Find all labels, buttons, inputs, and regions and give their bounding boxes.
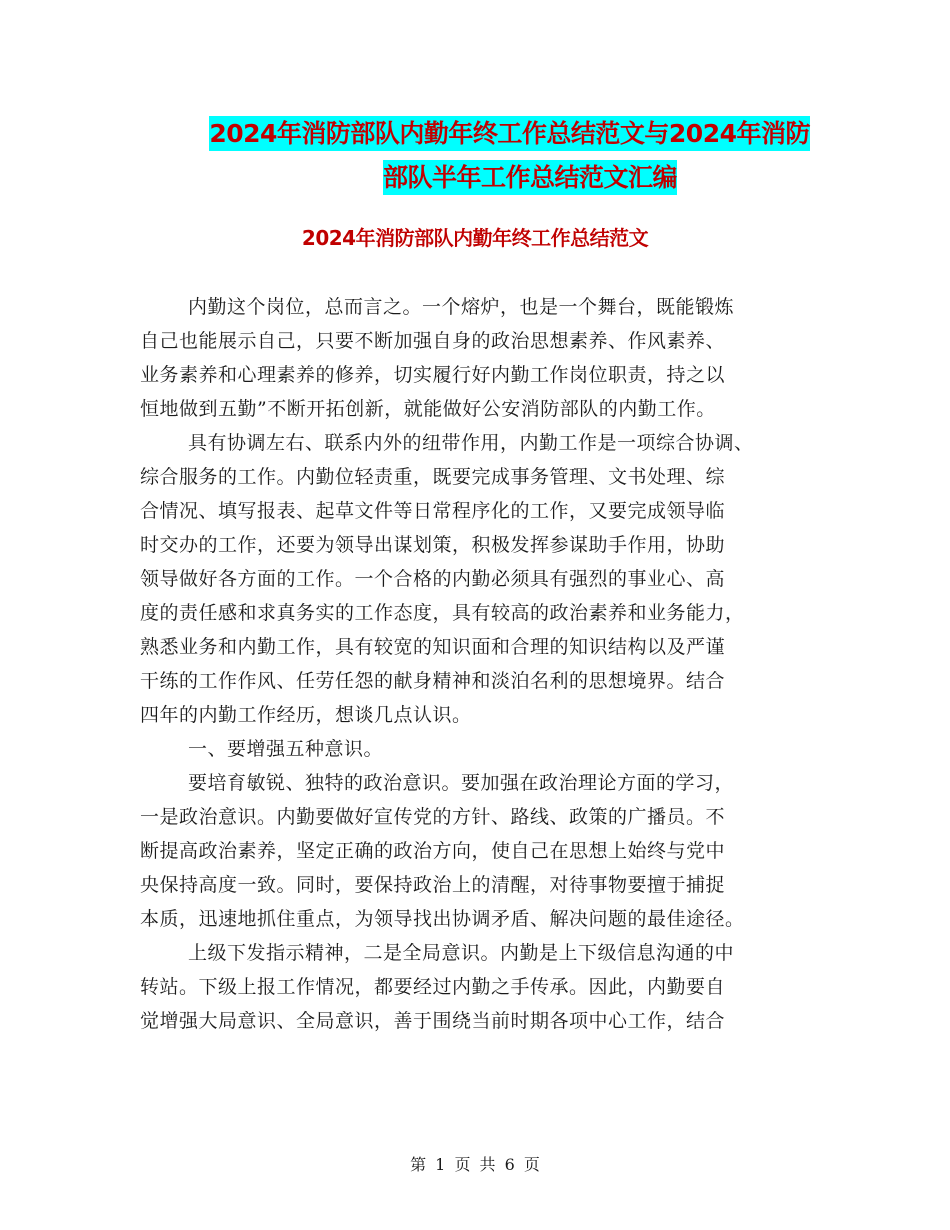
paragraph-first-line: 上级下发指示精神，二是全局意识。内勤是上下级信息沟通的中 bbox=[188, 942, 735, 964]
paragraph-line: 综合服务的工作。内勤位轻责重，既要完成事务管理、文书处理、综 bbox=[140, 466, 726, 488]
paragraph-line: 时交办的工作，还要为领导出谋划策，积极发挥参谋助手作用，协助 bbox=[140, 534, 726, 556]
paragraph-line: 熟悉业务和内勤工作，具有较宽的知识面和合理的知识结构以及严谨 bbox=[140, 636, 726, 658]
paragraph-line: 干练的工作作风、任劳任怨的献身精神和淡泊名利的思想境界。结合 bbox=[140, 670, 726, 692]
paragraph-first-line: 一、要增强五种意识。 bbox=[188, 738, 384, 760]
paragraph-line: 本质，迅速地抓住重点，为领导找出协调矛盾、解决问题的最佳途径。 bbox=[140, 908, 745, 930]
paragraph-line: 断提高政治素养，坚定正确的政治方向，使自己在思想上始终与党中 bbox=[140, 840, 726, 862]
section-title: 2024年消防部队内勤年终工作总结范文 bbox=[301, 226, 649, 250]
page-footer: 第 1 页 共 6 页 bbox=[410, 1155, 540, 1174]
paragraph-line: 恒地做到五勤”不断开拓创新，就能做好公安消防部队的内勤工作。 bbox=[140, 398, 716, 420]
paragraph-line: 自己也能展示自己，只要不断加强自身的政治思想素养、作风素养、 bbox=[140, 330, 726, 352]
title-line-1 bbox=[140, 112, 810, 156]
paragraph-first-line: 具有协调左右、联系内外的纽带作用，内勤工作是一项综合协调、 bbox=[188, 432, 754, 454]
paragraph-line: 转站。下级上报工作情况，都要经过内勤之手传承。因此，内勤要自 bbox=[140, 976, 726, 998]
title-line-2 bbox=[140, 156, 810, 200]
paragraph-line: 央保持高度一致。同时，要保持政治上的清醒，对待事物要擅于捕捉 bbox=[140, 874, 726, 896]
paragraph-line: 四年的内勤工作经历，想谈几点认识。 bbox=[140, 704, 472, 726]
paragraph-line: 合情况、填写报表、起草文件等日常程序化的工作，又要完成领导临 bbox=[140, 500, 726, 522]
title-line-1-text: 2024年消防部队内勤年终工作总结范文与2024年消防 bbox=[209, 116, 810, 151]
document-title bbox=[140, 112, 810, 200]
paragraph-line: 领导做好各方面的工作。一个合格的内勤必须具有强烈的事业心、高 bbox=[140, 568, 726, 590]
paragraph-first-line: 内勤这个岗位，总而言之。一个熔炉，也是一个舞台，既能锻炼 bbox=[188, 296, 735, 318]
paragraph-line: 度的责任感和求真务实的工作态度，具有较高的政治素养和业务能力， bbox=[140, 602, 745, 624]
paragraph-first-line: 要培育敏锐、独特的政治意识。要加强在政治理论方面的学习， bbox=[188, 772, 735, 794]
paragraph-line: 业务素养和心理素养的修养，切实履行好内勤工作岗位职责，持之以 bbox=[140, 364, 726, 386]
body-text bbox=[140, 290, 808, 1038]
paragraph-line: 一是政治意识。内勤要做好宣传党的方针、路线、政策的广播员。不 bbox=[140, 806, 726, 828]
title-line-2-text: 部队半年工作总结范文汇编 bbox=[383, 160, 677, 195]
paragraph-line: 觉增强大局意识、全局意识，善于围绕当前时期各项中心工作，结合 bbox=[140, 1010, 726, 1032]
